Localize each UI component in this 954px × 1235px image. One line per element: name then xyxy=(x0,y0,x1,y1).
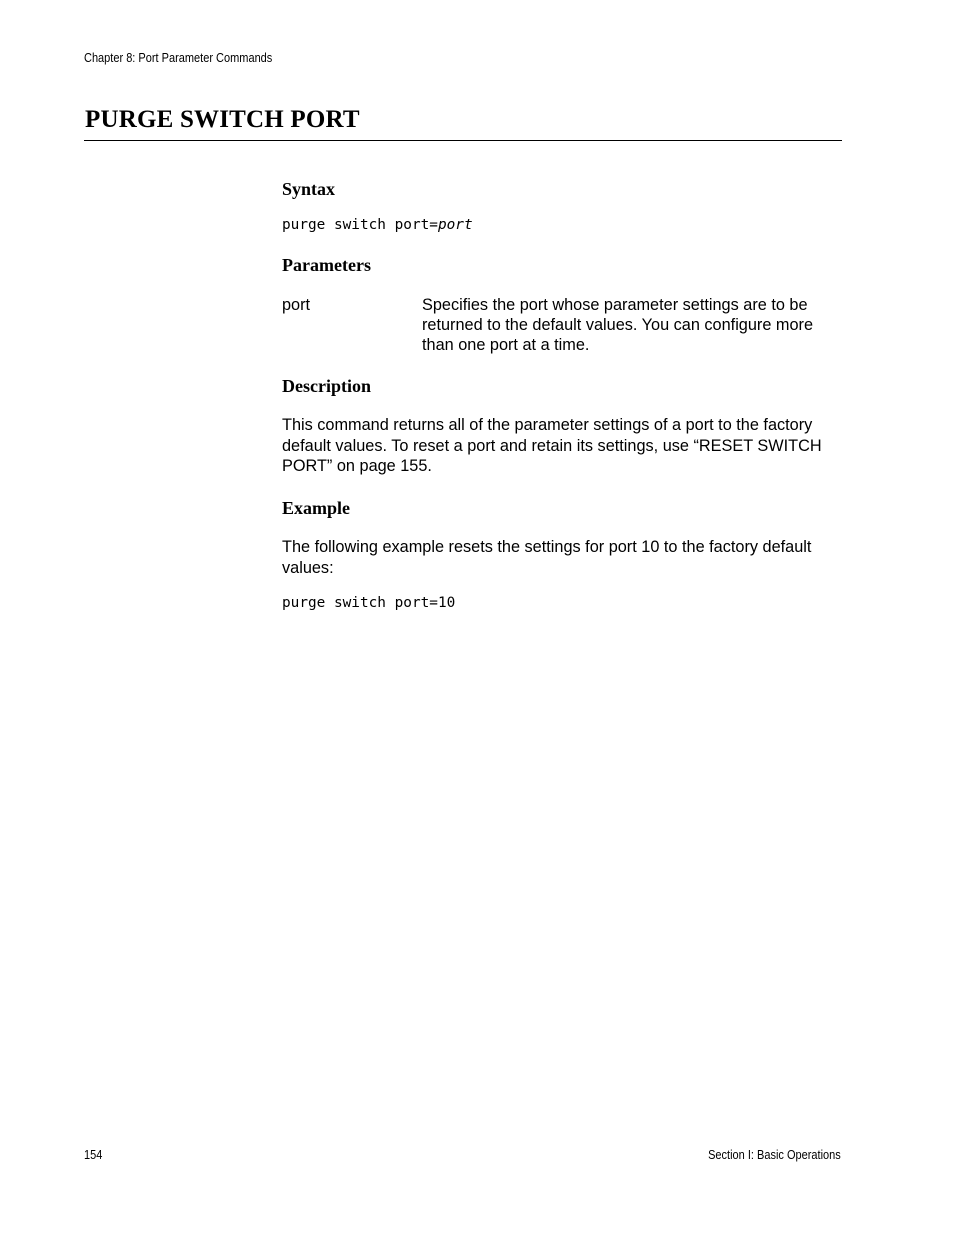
parameters-heading: Parameters xyxy=(282,255,371,275)
example-command: purge switch port=10 xyxy=(282,595,456,611)
parameter-description: Specifies the port whose parameter settings are to be returned to the default values. You can configure more than one port at a time. xyxy=(422,296,814,354)
parameter-name: port xyxy=(282,296,311,314)
page-title: PURGE SWITCH PORT xyxy=(85,106,360,133)
syntax-command-arg: port xyxy=(437,217,473,233)
example-heading: Example xyxy=(282,498,351,518)
syntax-command xyxy=(282,217,473,233)
running-header: Chapter 8: Port Parameter Commands xyxy=(84,51,273,65)
title-rule xyxy=(84,140,842,141)
running-footer: Section I: Basic Operations xyxy=(708,1148,841,1162)
syntax-command-prefix: purge switch port= xyxy=(282,217,438,233)
description-text: This command returns all of the parameter settings of a port to the factory default values. To reset a port and retain its settings, use “RESET SWITCH PORT” on page 155. xyxy=(282,416,822,475)
page-number: 154 xyxy=(84,1148,103,1162)
example-text: The following example resets the settings for port 10 to the factory default values: xyxy=(282,538,812,577)
syntax-heading: Syntax xyxy=(282,179,336,199)
description-heading: Description xyxy=(282,376,371,396)
